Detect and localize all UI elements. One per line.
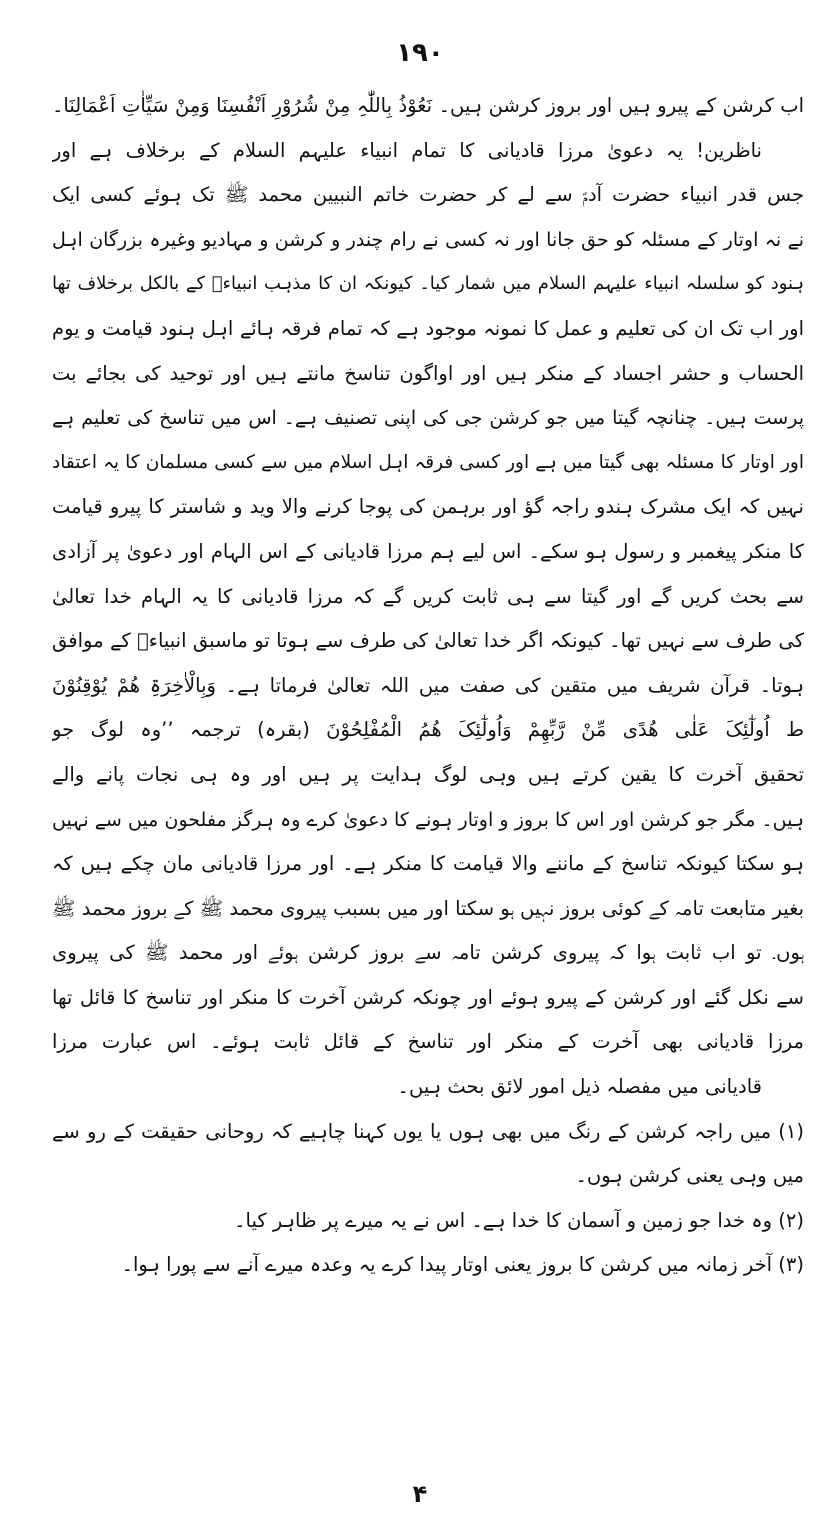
text-line: اور اوتار کا مسئلہ بھی گیتا میں ہے اور کسی فرقہ اہل اسلام میں سے کسی مسلمان کا یہ اعتقاد bbox=[52, 451, 804, 473]
text-line: نے نہ اوتار کے مسئلہ کو حق جانا اور نہ کسی نے رام چندر و کرشن و مہادیو وغیرہ بزرگان اہل bbox=[52, 228, 804, 251]
text-line: ہوں۔ تو اب ثابت ہوا کہ پیروی کرشن تامہ سے بروز کرشن ہوئے اور محمد ﷺ کی پیروی bbox=[52, 941, 804, 965]
body-text bbox=[52, 84, 804, 1288]
text-line: ہنود کو سلسلہ انبیاء علیہم السلام میں شمار کیا۔ کیونکہ ان کا مذہب انبیاءؑ کے بالکل برخلاف تھا bbox=[52, 273, 804, 295]
text-line: پرست ہیں۔ چنانچہ گیتا میں جو کرشن جی کی اپنی تصنیف ہے۔ اس میں تناسخ کی تعلیم ہے bbox=[52, 407, 804, 430]
text-line: نہیں کہ ایک مشرک ہندو راجہ گؤ اور برہمن کی پوجا کرنے والا وید و شاستر کا پیرو قیامت bbox=[52, 495, 804, 519]
text-line: کی طرف سے نہیں تھا۔ کیونکہ اگر خدا تعالیٰ کی طرف سے ہوتا تو ماسبق انبیاءؑ کے موافق bbox=[52, 629, 804, 653]
text-line: ناظرین! یہ دعویٰ مرزا قادیانی کا تمام انبیاء علیہم السلام کے برخلاف ہے اور bbox=[52, 138, 762, 162]
text-line: مرزا قادیانی بھی آخرت کے منکر اور تناسخ کے قائل ثابت ہوئے۔ اس عبارت مرزا bbox=[52, 1030, 804, 1054]
text-line: اور اب تک ان کی تعلیم و عمل کا نمونہ موجود ہے کہ تمام فرقہ ہائے اہل ہنود قیامت و یوم bbox=[52, 316, 804, 340]
page-number-bottom: ۴ bbox=[412, 1480, 428, 1508]
text-line: ہیں۔ مگر جو کرشن اور اس کا بروز و اوتار ہونے کا دعویٰ کرے وہ ہرگز مفلحون میں سے نہیں bbox=[52, 808, 804, 831]
list-item-2: (۲) وہ خدا جو زمین و آسمان کا خدا ہے۔ اس نے یہ میرے پر ظاہر کیا۔ bbox=[234, 1208, 804, 1232]
list-item-3: (۳) آخر زمانہ میں کرشن کا بروز یعنی اوتار پیدا کرے یہ وعدہ میرے آنے سے پورا ہوا۔ bbox=[121, 1253, 804, 1277]
text-line: بغیر متابعت تامہ کے کوئی بروز نہیں ہو سکتا اور میں بسبب پیروی محمد ﷺ کے بروز محمد ﷺ bbox=[52, 896, 804, 920]
text-line: الحساب و حشر اجساد کے منکر ہیں اور اواگون تناسخ مانتے ہیں اور توحید کی بجائے بت bbox=[52, 361, 804, 385]
text-line: ہوتا۔ قرآن شریف میں متقین کی صفت میں اللہ تعالیٰ فرماتا ہے۔ وَبِالْاٰخِرَۃِ ھُمْ یُوْقِنُوْنَ bbox=[52, 673, 804, 697]
text-line: ط اُولٰٓئِکَ عَلٰی ھُدًی مِّنْ رَّبِّھِمْ وَاُولٰٓئِکَ ھُمُ الْمُفْلِحُوْنَ (بقرہ) ترجمہ ’’وہ لوگ جو bbox=[52, 718, 804, 742]
text-line: قادیانی میں مفصلہ ذیل امور لائق بحث ہیں۔ bbox=[397, 1075, 762, 1099]
list-item-1-continuation: میں وہی یعنی کرشن ہوں۔ bbox=[575, 1164, 804, 1188]
text-line: ہو سکتا کیونکہ تناسخ کے ماننے والا قیامت کا منکر ہے۔ اور مرزا قادیانی مان چکے ہیں کہ bbox=[52, 852, 804, 876]
text-line: اب کرشن کے پیرو ہیں اور بروز کرشن ہیں۔ نَعُوْذُ بِاللّٰہِ مِنْ شُرُوْرِ اَنْفُسِنَا وَمِنْ سَیِّاٰتِ اَعْمَالِنَا۔ bbox=[52, 94, 804, 117]
text-line: سے بحث کریں گے اور گیتا سے ہی ثابت کریں گے کہ مرزا قادیانی کا یہ الہام خدا تعالیٰ bbox=[52, 584, 804, 608]
text-line: جس قدر انبیاء حضرت آدمؑ سے لے کر حضرت خاتم النبیین محمد ﷺ تک ہوئے کسی ایک bbox=[52, 183, 804, 207]
text-line: سے نکل گئے اور کرشن کے پیرو ہوئے اور چونکہ کرشن آخرت کا منکر اور تناسخ کا قائل تھا bbox=[52, 985, 804, 1009]
list-item-1: (۱) میں راجہ کرشن کے رنگ میں بھی ہوں یا یوں کہنا چاہیے کہ روحانی حقیقت کے رو سے bbox=[52, 1119, 804, 1143]
text-line: تحقیق آخرت کا یقین کرتے ہیں وہی لوگ ہدایت پر ہیں اور وہ ہی نجات پانے والے bbox=[52, 762, 804, 786]
page-number-top: ۱۹۰ bbox=[396, 38, 444, 68]
text-line: کا منکر پیغمبر و رسول ہو سکے۔ اس لیے ہم مرزا قادیانی کے اس الہام اور دعویٰ پر آزادی bbox=[52, 539, 804, 563]
